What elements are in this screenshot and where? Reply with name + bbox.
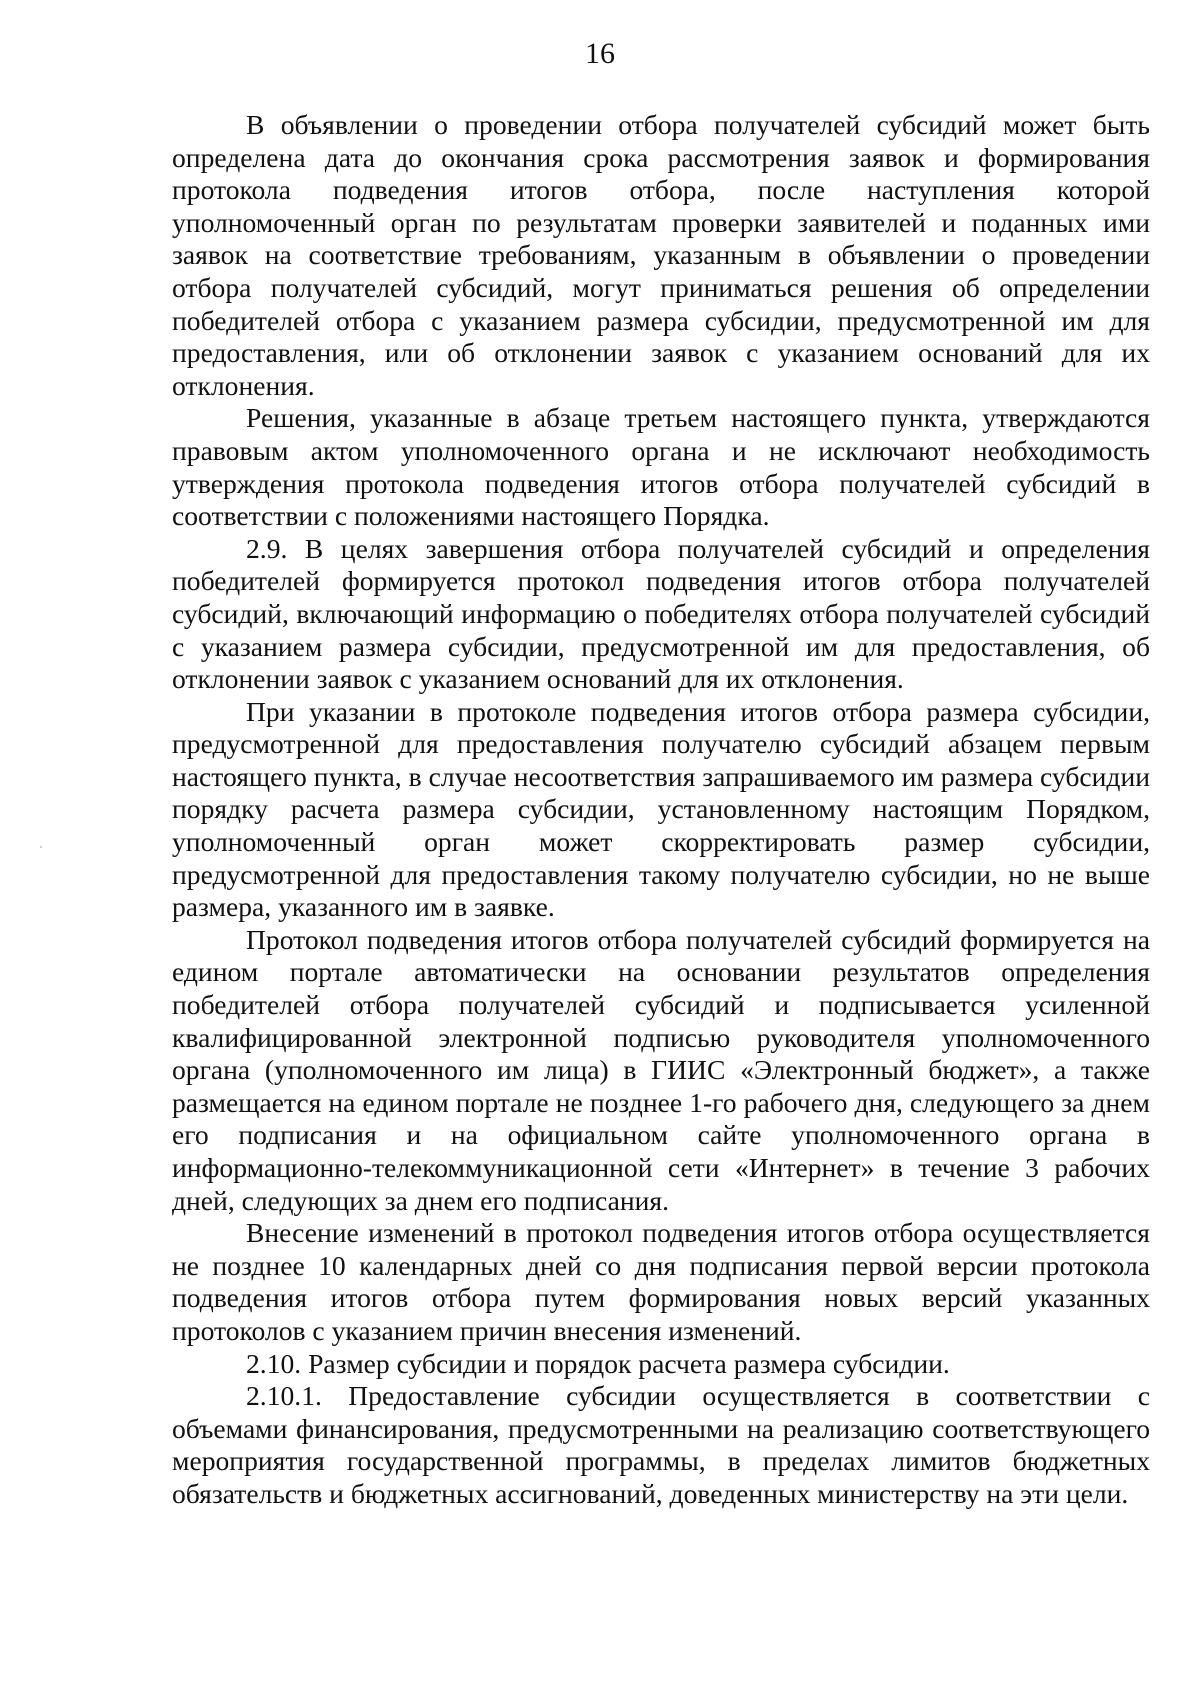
page-number: 16: [585, 37, 615, 70]
paragraph-section-2-10-1: 2.10.1. Предоставление субсидии осуществляется в соответствии с объемами финансирования, предусмотренными на реализацию соответствующего мероприятия государственной программы, в пределах лимитов бюджетных обязательств и бюджетных ассигнований, доведенных министерству на эти цели.: [172, 1380, 1150, 1509]
paragraph-selection-announcement: В объявлении о проведении отбора получателей субсидий может быть определена дата до окончания срока рассмотрения заявок и формирования протокола подведения итогов отбора, после наступления которой уполномоченный орган по результатам проверки заявителей и поданных ими заявок на соответствие требованиям, указанным в объявлении о проведении отбора получателей субсидий, могут приниматься решения об определении победителей отбора с указанием размера субсидии, предусмотренной им для предоставления, или об отклонении заявок с указанием оснований для их отклонения.: [172, 109, 1150, 401]
document-body: [172, 109, 1150, 1511]
paragraph-section-2-10: 2.10. Размер субсидии и порядок расчета размера субсидии.: [246, 1347, 950, 1379]
paragraph-protocol-changes: Внесение изменений в протокол подведения итогов отбора осуществляется не позднее 10 календарных дней со дня подписания первой версии протокола подведения итогов отбора путем формирования новых версий указанных протоколов с указанием причин внесения изменений.: [172, 1217, 1150, 1346]
paragraph-subsidy-adjustment: При указании в протоколе подведения итогов отбора размера субсидии, предусмотренной для предоставления получателю субсидий абзацем первым настоящего пункта, в случае несоответствия запрашиваемого им размера субсидии порядку расчета размера субсидии, установленному настоящим Порядком, уполномоченный орган может скорректировать размер субсидии, предусмотренной для предоставления такому получателю субсидии, но не выше размера, указанного им в заявке.: [172, 695, 1150, 923]
paragraph-protocol-portal: Протокол подведения итогов отбора получателей субсидий формируется на едином портале автоматически на основании результатов определения победителей отбора получателей субсидий и подписывается усиленной квалифицированной электронной подписью руководителя уполномоченного органа (уполномоченного им лица) в ГИИС «Электронный бюджет», а также размещается на едином портале не позднее 1-го рабочего дня, следующего за днем его подписания и на официальном сайте уполномоченного органа в информационно-телекоммуникационной сети «Интернет» в течение 3 рабочих дней, следующих за днем его подписания.: [172, 923, 1150, 1216]
paragraph-decisions-approval: Решения, указанные в абзаце третьем настоящего пункта, утверждаются правовым актом уполномоченного органа и не исключают необходимость утверждения протокола подведения итогов отбора получателей субсидий в соответствии с положениями настоящего Порядка.: [172, 402, 1150, 532]
scan-speck: [40, 846, 42, 848]
paragraph-section-2-9: 2.9. В целях завершения отбора получателей субсидий и определения победителей формируется протокол подведения итогов отбора получателей субсидий, включающий информацию о победителях отбора получателей субсидий с указанием размера субсидии, предусмотренной им для предоставления, об отклонении заявок с указанием оснований для их отклонения.: [172, 532, 1150, 695]
